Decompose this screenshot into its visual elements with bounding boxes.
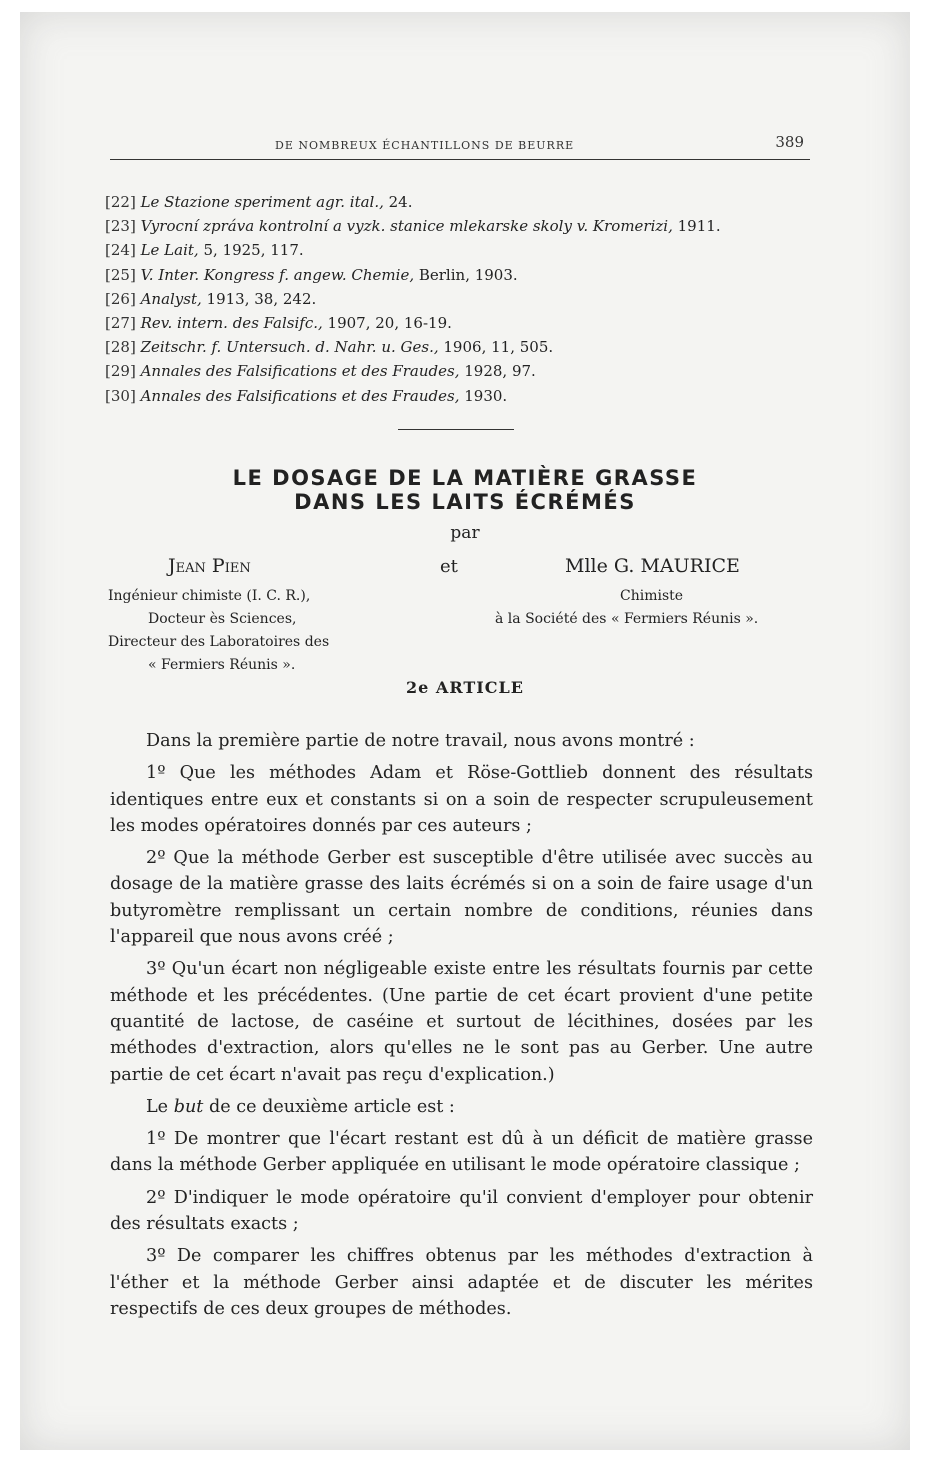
- affiliation-line: à la Société des « Fermiers Réunis ».: [495, 611, 759, 627]
- body-paragraph: 2º Que la méthode Gerber est susceptible d'être utilisée avec succès au dosage de la matière grasse des laits écrémés si on a soin de faire usage d'un butyromètre remplissant un certain nombre de conditions, réunies dans l'appareil que nous avons créé ;: [110, 848, 813, 948]
- emphasis-text: but: [173, 1096, 204, 1117]
- reference-number: [23]: [105, 217, 136, 236]
- author-conjunction: et: [440, 556, 458, 577]
- reference-details: 1906, 11, 505.: [438, 338, 554, 357]
- reference-title: Analyst,: [140, 289, 202, 308]
- reference-details: 1913, 38, 242.: [201, 289, 317, 308]
- author-affiliation: [495, 585, 758, 631]
- reference-title: Le Lait,: [140, 241, 199, 260]
- reference-number: [24]: [105, 241, 136, 260]
- article-title-line-1: LE DOSAGE DE LA MATIÈRE GRASSE: [232, 466, 698, 490]
- article-number-label: 2e ARTICLE: [406, 678, 524, 697]
- reference-item: [105, 311, 825, 335]
- reference-title: Annales des Falsifications et des Fraudes,: [140, 386, 460, 405]
- article-body: [110, 728, 813, 1328]
- reference-number: [28]: [105, 338, 136, 357]
- affiliation-line: Docteur ès Sciences,: [148, 611, 297, 627]
- body-paragraph: Dans la première partie de notre travail, nous avons montré :: [146, 731, 695, 751]
- affiliation-line: Chimiste: [620, 588, 684, 604]
- byline-par: par: [450, 523, 480, 543]
- author-name: Jean Pien: [168, 555, 251, 577]
- reference-details: 1911.: [672, 217, 721, 236]
- reference-number: [27]: [105, 314, 136, 333]
- author-affiliation: [108, 585, 329, 677]
- text-run: Le: [146, 1096, 174, 1117]
- reference-title: Vyrocní zpráva kontrolní a vyzk. stanice mlekarske skoly v. Kromerizi,: [140, 217, 673, 236]
- affiliation-line: Ingénieur chimiste (I. C. R.),: [108, 588, 311, 604]
- body-paragraph: 1º Que les méthodes Adam et Röse-Gottlieb donnent des résultats identiques entre eux et constants si on a soin de respecter scrupuleusement les modes opératoires donnés par ces auteurs ;: [110, 763, 813, 836]
- affiliation-line: « Fermiers Réunis ».: [148, 657, 296, 673]
- reference-number: [29]: [105, 362, 136, 381]
- reference-item: [105, 263, 825, 287]
- reference-title: Rev. intern. des Falsifc.,: [140, 314, 323, 333]
- reference-number: [30]: [105, 386, 136, 405]
- affiliation-line: Directeur des Laboratoires des: [108, 634, 330, 650]
- reference-item: [105, 238, 825, 262]
- reference-item: [105, 287, 825, 311]
- body-paragraph: 2º D'indiquer le mode opératoire qu'il convient d'employer pour obtenir des résultats exacts ;: [110, 1187, 813, 1235]
- article-title-line-2: DANS LES LAITS ÉCRÉMÉS: [294, 490, 636, 514]
- reference-number: [22]: [105, 193, 136, 211]
- reference-item: [105, 359, 825, 383]
- reference-item: [105, 384, 825, 408]
- reference-title: Annales des Falsifications et des Fraudes,: [140, 362, 460, 381]
- text-run: de ce deuxième article est :: [203, 1096, 455, 1117]
- reference-item: [105, 190, 825, 214]
- reference-number: [25]: [105, 265, 136, 284]
- reference-details: 5, 1925, 117.: [198, 241, 304, 260]
- reference-title: Zeitschr. f. Untersuch. d. Nahr. u. Ges.,: [140, 338, 439, 357]
- reference-details: 24.: [383, 193, 413, 211]
- section-separator: [398, 429, 514, 430]
- reference-details: Berlin, 1903.: [414, 265, 518, 284]
- reference-details: 1907, 20, 16-19.: [322, 314, 452, 333]
- reference-title: V. Inter. Kongress f. angew. Chemie,: [140, 265, 415, 284]
- body-paragraph: 3º De comparer les chiffres obtenus par les méthodes d'extraction à l'éther et la méthode Gerber ainsi adaptée et de discuter les mérites respectifs de ces deux groupes de méthodes.: [110, 1246, 813, 1319]
- author-name: Mlle G. MAURICE: [565, 555, 740, 577]
- reference-number: [26]: [105, 289, 136, 308]
- reference-title: Le Stazione speriment agr. ital.,: [140, 193, 384, 211]
- body-paragraph: [110, 1094, 813, 1120]
- page-header: [110, 133, 810, 160]
- reference-details: 1928, 97.: [459, 362, 536, 381]
- reference-list: [105, 190, 825, 408]
- body-paragraph: 1º De montrer que l'écart restant est dû à un déficit de matière grasse dans la méthode Gerber appliquée en utilisant le mode opératoire classique ;: [110, 1129, 813, 1176]
- page-number: 389: [775, 133, 804, 151]
- reference-item: [105, 335, 825, 359]
- reference-item: [105, 214, 825, 238]
- reference-details: 1930.: [459, 386, 508, 405]
- body-paragraph: 3º Qu'un écart non négligeable existe entre les résultats fournis par cette méthode et les précédentes. (Une partie de cet écart provient d'une petite quantité de lactose, de caséine et surtout de lécithines, dosées par les méthodes d'extraction, alors qu'elles ne le sont pas au Gerber. Une autre partie de cet écart n'avait pas reçu d'explication.): [110, 959, 813, 1085]
- running-head: DE NOMBREUX ÉCHANTILLONS DE BEURRE: [275, 139, 575, 152]
